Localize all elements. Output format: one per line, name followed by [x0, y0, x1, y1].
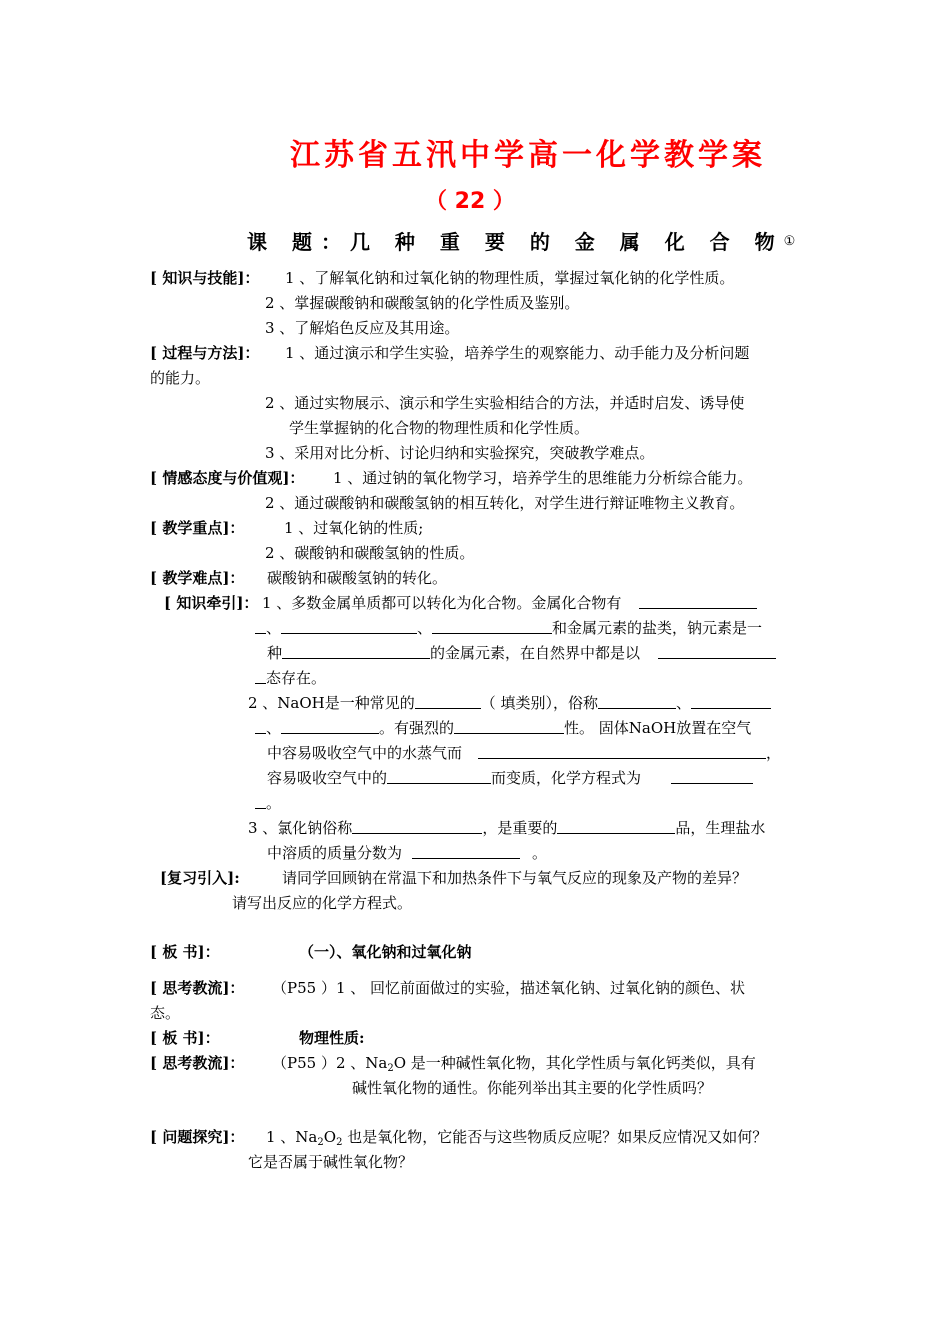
board-label: [ 板 书]：: [150, 1029, 220, 1047]
fill-blank[interactable]: [255, 793, 266, 809]
guide-q2-text-a2: （ 填类别），俗称: [480, 694, 599, 712]
fill-blank[interactable]: [281, 618, 417, 634]
guide-q1-line-4: [255, 668, 326, 688]
guide-q3-line-2: [267, 843, 547, 863]
fill-blank[interactable]: [255, 618, 266, 634]
guide-q1-text-c2: 的金属元素，在自然界中都是以: [430, 644, 641, 662]
fill-blank[interactable]: [415, 693, 481, 709]
document-title: 江苏省五汛中学高一化学教学案: [290, 138, 766, 173]
inquiry-prefix: 1 、Na: [266, 1128, 318, 1146]
fill-blank[interactable]: [432, 618, 552, 634]
fill-blank[interactable]: [478, 743, 766, 759]
fill-blank[interactable]: [387, 768, 491, 784]
fill-blank[interactable]: [412, 843, 520, 859]
fill-blank[interactable]: [454, 718, 564, 734]
fill-blank[interactable]: [281, 718, 379, 734]
inquiry-subscript-1: 2: [317, 1137, 324, 1148]
think-label: [ 思考教流]：: [150, 1054, 245, 1072]
knowledge-item-3: 3 、了解焰色反应及其用途。: [265, 319, 460, 337]
key-label: [ 教学重点]：: [150, 519, 245, 537]
guide-q2-text-e: 。: [266, 794, 282, 812]
guide-q3-line-1: [248, 818, 765, 838]
subject-mark: ①: [783, 234, 796, 249]
guide-q3-text-b2: 。: [532, 844, 548, 862]
fill-blank[interactable]: [282, 643, 430, 659]
think-2-prefix: （P55 ）2 、Na: [272, 1054, 388, 1072]
guide-q2-text-b3: 性。 固体NaOH放置在空气: [564, 719, 752, 737]
guide-q2-text-c2: ，: [766, 744, 782, 762]
guide-q3-text-a1: 3 、氯化钠俗称: [248, 819, 353, 837]
emotion-item-2: 2 、通过碳酸钠和碳酸氢钠的相互转化，对学生进行辩证唯物主义教育。: [265, 494, 745, 512]
process-item-1-cont: 的能力。: [150, 369, 211, 387]
issue-number: （ 22 ）: [425, 189, 515, 214]
process-label: [ 过程与方法]：: [150, 344, 260, 362]
fill-blank[interactable]: [639, 593, 757, 609]
guide-q1-text-b2: 、: [417, 619, 433, 637]
subject-text: 课 题：几 种 重 要 的 金 属 化 合 物: [247, 230, 784, 254]
guide-q2-text-d2: 而变质，化学方程式为: [491, 769, 642, 787]
knowledge-item-2: 2 、掌握碳酸钠和碳酸氢钠的化学性质及鉴别。: [265, 294, 580, 312]
review-text: 请同学回顾钠在常温下和加热条件下与氧气反应的现象及产物的差异？: [282, 869, 748, 887]
guide-q2-text-b2: 。有强烈的: [379, 719, 455, 737]
fill-blank[interactable]: [255, 718, 266, 734]
guide-q1-line-3: [267, 643, 776, 663]
guide-q2-text-a1: 2 、NaOH是一种常见的: [248, 694, 415, 712]
guide-q2-text-a3: 、: [676, 694, 692, 712]
difficulty-label: [ 教学难点]：: [150, 569, 245, 587]
guide-label: [ 知识牵引]：: [164, 594, 259, 612]
think-1-text-cont: 态。: [150, 1004, 181, 1022]
think-2-subscript: 2: [387, 1063, 394, 1074]
think-2-suffix: O 是一种碱性氧化物，其化学性质与氧化钙类似，具有: [393, 1054, 756, 1072]
fill-blank[interactable]: [598, 693, 676, 709]
guide-q3-text-a2: ，是重要的: [482, 819, 558, 837]
key-item-1: 1 、过氧化钠的性质;: [284, 519, 424, 537]
guide-q1-text-b3: 和金属元素的盐类，钠元素是一: [552, 619, 763, 637]
knowledge-label: [ 知识与技能]：: [150, 269, 260, 287]
think-1-text: （P55 ）1 、 回忆前面做过的实验，描述氧化钠、过氧化钠的颜色、状: [272, 979, 746, 997]
process-item-2: 2 、通过实物展示、演示和学生实验相结合的方法，并适时启发、诱导使: [265, 394, 745, 412]
think-2-text-cont: 碱性氧化物的通性。你能列举出其主要的化学性质吗？: [352, 1079, 713, 1097]
guide-q2-text-b1: 、: [266, 719, 282, 737]
key-item-2: 2 、碳酸钠和碳酸氢钠的性质。: [265, 544, 475, 562]
guide-q2-line-5: [255, 793, 281, 813]
review-text-cont: 请写出反应的化学方程式。: [232, 894, 413, 912]
emotion-item-1: 1 、通过钠的氧化物学习，培养学生的思维能力分析综合能力。: [333, 469, 753, 487]
lesson-subject: [247, 226, 795, 255]
guide-q3-text-a3: 品，生理盐水: [675, 819, 766, 837]
fill-blank[interactable]: [352, 818, 482, 834]
guide-q1-text-b1: 、: [266, 619, 282, 637]
guide-q2-line-1: [248, 693, 771, 713]
difficulty-text: 碳酸钠和碳酸氢钠的转化。: [267, 569, 448, 587]
guide-q1-text-c1: 种: [267, 644, 283, 662]
guide-q2-line-2: [255, 718, 751, 738]
fill-blank[interactable]: [557, 818, 675, 834]
board-label: [ 板 书]：: [150, 943, 220, 961]
guide-q1-line-2: [255, 618, 762, 638]
emotion-label: [ 情感态度与价值观]：: [150, 469, 305, 487]
guide-q2-text-d1: 容易吸收空气中的: [267, 769, 388, 787]
knowledge-item-1: 1 、了解氧化钠和过氧化钠的物理性质，掌握过氧化钠的化学性质。: [285, 269, 735, 287]
board-heading-oxides: （一）、氧化钠和过氧化钠: [299, 943, 472, 961]
inquiry-subscript-2: 2: [336, 1137, 343, 1148]
inquiry-suffix: 也是氧化物，它能否与这些物质反应呢？如果反应情况又如何？: [342, 1128, 768, 1146]
inquiry-label: [ 问题探究]：: [150, 1128, 245, 1146]
process-item-3: 3 、采用对比分析、讨论归纳和实验探究，突破教学难点。: [265, 444, 655, 462]
guide-q3-text-b1: 中溶质的质量分数为: [267, 844, 403, 862]
guide-q1-text-d: 态存在。: [266, 669, 327, 687]
guide-q2-text-c1: 中容易吸收空气中的水蒸气而: [267, 744, 463, 762]
think-label: [ 思考教流]：: [150, 979, 245, 997]
inquiry-mid: O: [323, 1128, 337, 1146]
review-label: [复习引入]:: [160, 869, 240, 887]
inquiry-text: [266, 1127, 767, 1153]
guide-q2-line-4: [267, 768, 753, 788]
process-item-2-cont: 学生掌握钠的化合物的物理性质和化学性质。: [289, 419, 590, 437]
process-item-1: 1 、通过演示和学生实验，培养学生的观察能力、动手能力及分析问题: [285, 344, 750, 362]
board-heading-physical: 物理性质:: [299, 1029, 365, 1047]
guide-q1-text-a: 1 、多数金属单质都可以转化为化合物。金属化合物有: [262, 594, 622, 612]
guide-q2-line-3: [267, 743, 781, 763]
fill-blank[interactable]: [658, 643, 776, 659]
guide-q1-line-1: [262, 593, 757, 613]
fill-blank[interactable]: [691, 693, 771, 709]
inquiry-text-cont: 它是否属于碱性氧化物？: [248, 1153, 414, 1171]
think-2-text: [272, 1053, 756, 1079]
fill-blank[interactable]: [671, 768, 753, 784]
fill-blank[interactable]: [255, 668, 266, 684]
